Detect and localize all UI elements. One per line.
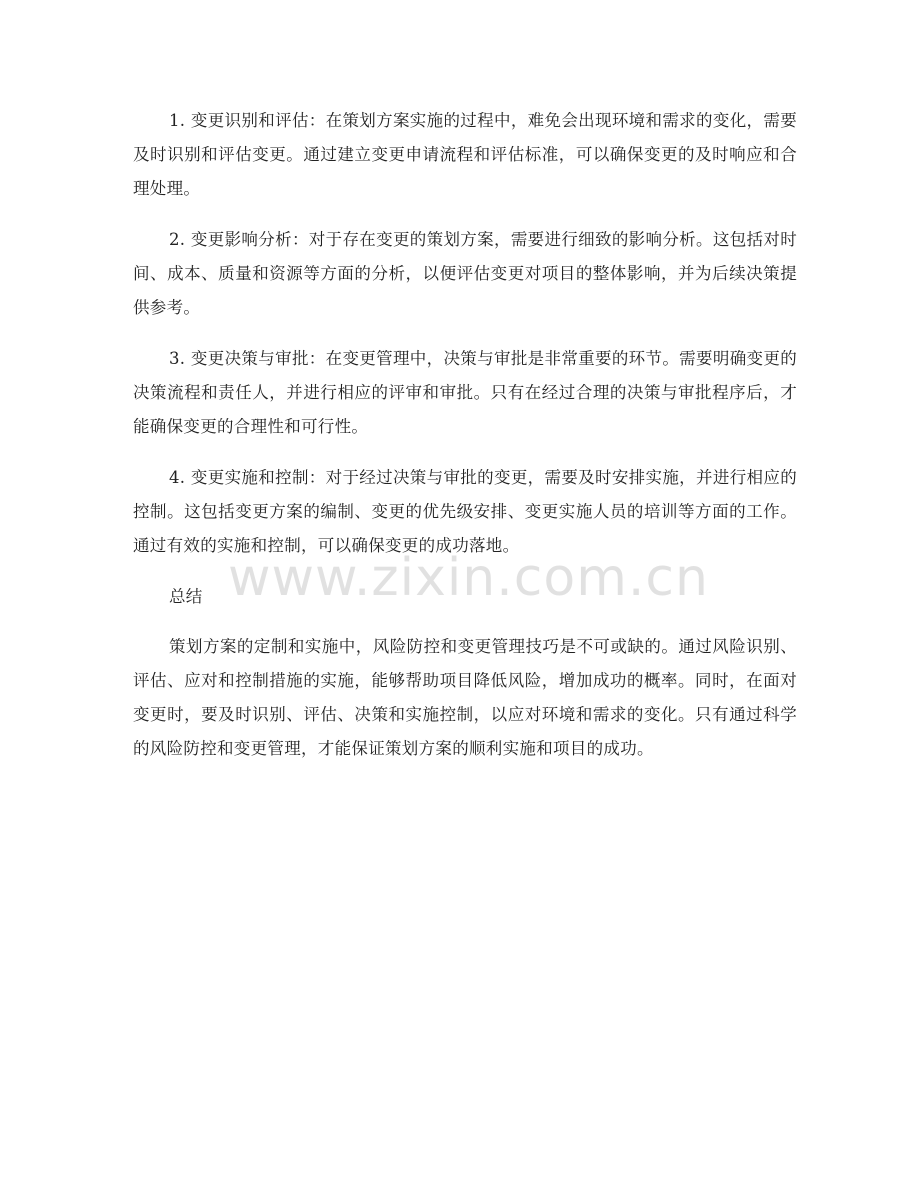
paragraph-summary: 策划方案的定制和实施中，风险防控和变更管理技巧是不可或缺的。通过风险识别、评估、应对和控制措施的实施，能够帮助项目降低风险，增加成功的概率。同时，在面对变更时，要及时识别、评估、决策和实施控制，以应对环境和需求的变化。只有通过科学的风险防控和变更管理，才能保证策划方案的顺利实施和项目的成功。	[133, 637, 797, 758]
paragraph-change-impact-analysis: 2. 变更影响分析：对于存在变更的策划方案，需要进行细致的影响分析。这包括对时间、成本、质量和资源等方面的分析，以便评估变更对项目的整体影响，并为后续决策提供参考。	[133, 230, 797, 317]
paragraph-change-identification: 1. 变更识别和评估：在策划方案实施的过程中，难免会出现环境和需求的变化，需要及时识别和评估变更。通过建立变更申请流程和评估标准，可以确保变更的及时响应和合理处理。	[133, 111, 797, 198]
paragraph-change-implementation-control: 4. 变更实施和控制：对于经过决策与审批的变更，需要及时安排实施，并进行相应的控制。这包括变更方案的编制、变更的优先级安排、变更实施人员的培训等方面的工作。通过有效的实施和控制，可以确保变更的成功落地。	[133, 468, 797, 555]
watermark: www.zixin.com.cn	[228, 548, 709, 608]
document-body	[133, 104, 797, 783]
section-heading-summary: 总结	[169, 587, 203, 606]
paragraph-change-decision-approval: 3. 变更决策与审批：在变更管理中，决策与审批是非常重要的环节。需要明确变更的决策流程和责任人，并进行相应的评审和审批。只有在经过合理的决策与审批程序后，才能确保变更的合理性和可行性。	[133, 349, 797, 436]
